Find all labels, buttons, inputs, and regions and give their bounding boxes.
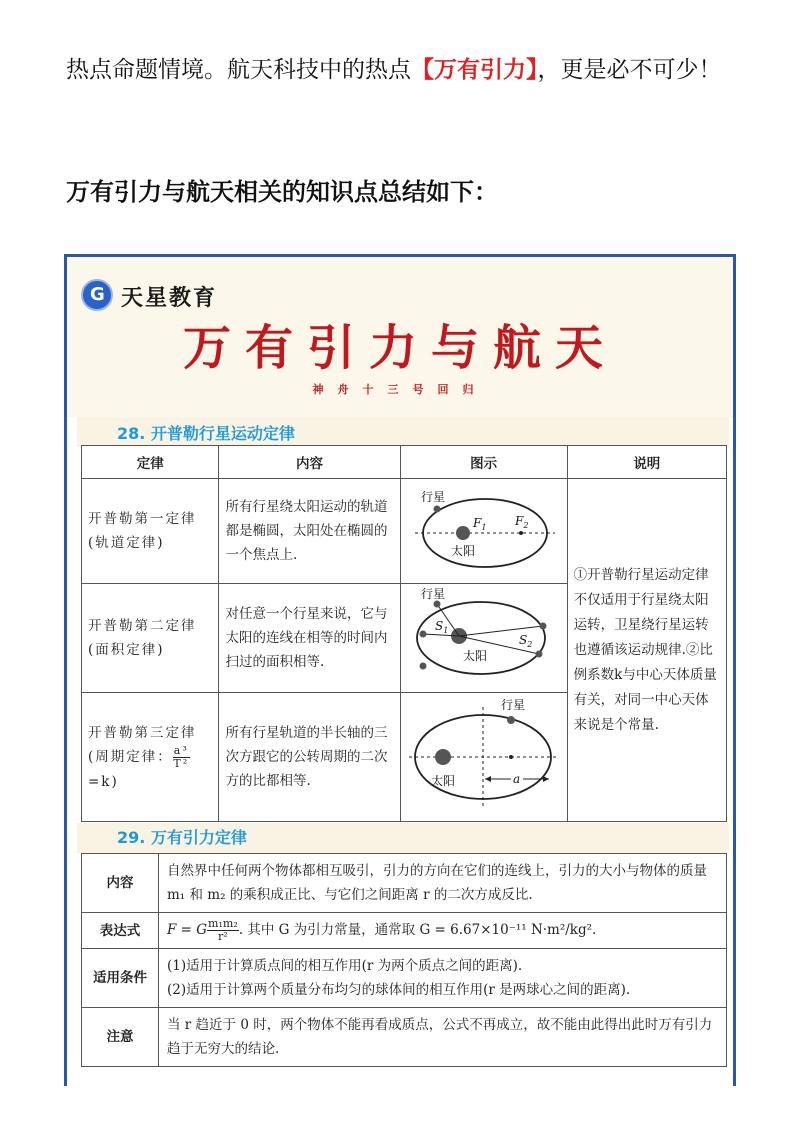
planet-label: 行星 [420,587,445,601]
row-label: 表达式 [82,913,159,949]
sun-label: 太阳 [430,774,455,788]
ellipse-focus-diagram [401,479,567,579]
formula-suffix: . 其中 G 为引力常量，通常取 G = 6.67×10⁻¹¹ N·m²/kg². [238,922,597,938]
sun-label: 太阳 [450,544,475,558]
card-title: 万有引力与航天 [182,320,617,376]
law-name: 开普勒第二定律 [88,618,197,634]
svg-text:S1 [435,619,448,635]
fraction-numerator: m₁m₂ [208,917,238,930]
planet-mark [419,663,426,670]
planet-mark [507,716,515,724]
kepler-table [81,445,727,822]
row-text: 当 r 趋近于 0 时，两个物体不能再看成质点，公式不再成立，故不能由此得出此时万有引力趋于无穷大的结论. [159,1008,727,1067]
kepler-fraction [173,745,190,770]
formula-fraction [207,918,239,943]
f1-label: F [472,516,481,530]
arrow-head [543,776,549,782]
row-label: 注意 [82,1008,159,1067]
table-row [82,949,727,1008]
header-note: 说明 [567,446,726,479]
brand-logo-icon [81,279,113,311]
header-figure: 图示 [400,446,567,479]
figure-cell [400,479,567,584]
focus2-mark [519,531,523,535]
intro-text-before: 热点命题情境。航天科技中的热点 [66,57,411,83]
table-row [82,479,727,584]
planet-mark [433,506,440,513]
law-cell [82,584,219,693]
fraction-numerator: a³ [173,743,189,757]
law-cell [82,693,219,822]
law-cell [82,479,219,584]
f2-label: F [514,514,523,528]
card-banner [67,257,733,417]
sun-mark [456,526,470,540]
figure-cell [400,584,567,693]
s2-sub: 2 [526,640,532,649]
section1-title: 28. 开普勒行星运动定律 [117,424,295,443]
svg-text:S2 [519,633,532,649]
row-label: 内容 [82,854,159,913]
figure-cell [400,693,567,822]
fraction-denominator: T² [173,756,190,770]
table-header-row [82,446,727,479]
table-row [82,1008,727,1067]
planet-label: 行星 [420,490,445,504]
brand-name: 天星教育 [121,285,218,311]
law-sub-prefix: (周期定律： [88,748,173,765]
law-name: 开普勒第三定律 [88,724,197,741]
note-cell: ①开普勒行星运动定律不仅适用于行星绕太阳运转，卫星绕行星运转也遵循该运动规律.②比例系数k与中心天体质量有关，对同一中心天体来说是个常量. [567,479,726,822]
law-sub: (轨道定律) [88,535,165,551]
content-cell: 对任意一个行星来说，它与太阳的连线在相等的时间内扫过的面积相等. [219,584,400,693]
section2-title: 29. 万有引力定律 [117,828,247,847]
area-law-diagram [401,584,567,688]
planet-label: 行星 [500,698,525,712]
svg-text:F1 [472,516,486,532]
f1-sub: 1 [480,523,487,532]
table-row [82,913,727,949]
content-cell: 所有行星轨道的半长轴的三次方跟它的公转周期的二次方的比都相等. [219,693,400,822]
planet-mark [419,631,426,638]
section-heading: 万有引力与航天相关的知识点总结如下： [66,178,498,206]
focus2-mark [509,755,513,759]
f2-sub: 2 [522,521,529,530]
condition-line: (2)适用于计算两个质量分布均匀的球体间的相互作用(r 是两球心之间的距离). [167,982,631,998]
content-cell: 所有行星绕太阳运动的轨道都是椭圆，太阳处在椭圆的一个焦点上. [219,479,400,584]
card-subtitle: 神舟十三号回归 [312,383,488,396]
row-text: 自然界中任何两个物体都相互吸引，引力的方向在它们的连线上，引力的大小与物体的质量 m₁ 和 m₂ 的乘积成正比、与它们之间距离 r 的二次方成反比. [159,854,727,913]
arrow-head [485,776,491,782]
formula-prefix: F = G [167,922,208,938]
formula-cell [159,913,727,949]
planet-mark [535,651,542,658]
conditions-cell [159,949,727,1008]
knowledge-card [64,254,736,1086]
intro-highlight: 【万有引力】 [411,57,538,83]
period-law-diagram [401,693,567,817]
sun-mark [435,749,451,765]
radius-line [459,626,543,636]
s1-label: S [434,619,443,633]
condition-line: (1)适用于计算质点间的相互作用(r 为两个质点之间的距离). [167,958,523,974]
gravitation-table [81,853,727,1067]
law-name: 开普勒第一定律 [88,511,197,527]
law-sub: (面积定律) [88,642,165,658]
header-law: 定律 [82,446,219,479]
fraction-denominator: r² [218,930,228,943]
planet-mark [539,623,546,630]
a-label: a [512,772,520,786]
s2-label: S [518,633,527,647]
s1-sub: 1 [442,626,448,635]
svg-text:F2 [514,514,528,530]
table-row [82,854,727,913]
law-sub-suffix: =k) [88,773,119,790]
planet-mark [433,601,440,608]
intro-text-after: ，更是必不可少！ [537,57,722,83]
sun-label: 太阳 [462,649,487,663]
header-content: 内容 [219,446,400,479]
row-label: 适用条件 [82,949,159,1008]
intro-paragraph [66,48,746,92]
law-sub [88,745,212,794]
